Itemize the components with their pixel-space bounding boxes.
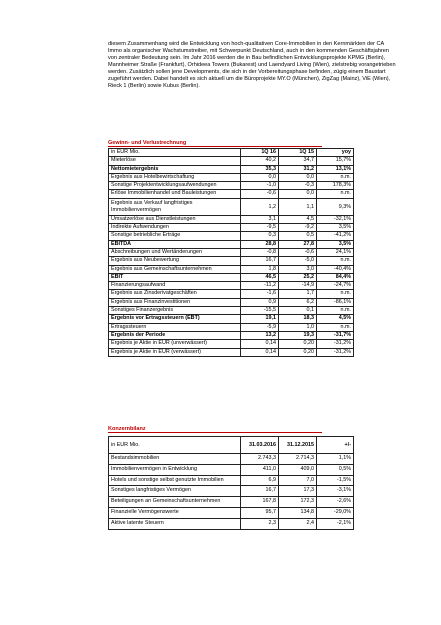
guv-cell-label: Erlöse Immobilienhandel und Bauleistungen bbox=[109, 190, 241, 198]
bilanz-cell-c1: 411,0 bbox=[241, 464, 279, 475]
guv-table-row bbox=[109, 282, 354, 290]
guv-table-row bbox=[109, 298, 354, 306]
bilanz-cell-c2: 409,0 bbox=[279, 464, 317, 475]
guv-cell-c3: 178,3% bbox=[317, 182, 354, 190]
bilanz-cell-label: Sonstiges langfristiges Vermögen bbox=[109, 486, 241, 497]
guv-cell-label: Umsatzerlöse aus Dienstleistungen bbox=[109, 215, 241, 223]
guv-cell-c2: 6,2 bbox=[279, 298, 317, 306]
guv-cell-c1: 40,2 bbox=[241, 157, 279, 165]
guv-cell-c2: -9,2 bbox=[279, 224, 317, 232]
bilanz-cell-label: Immobilienvermögen in Entwicklung bbox=[109, 464, 241, 475]
guv-cell-label: Ergebnis aus Zinsderivatgeschäften bbox=[109, 290, 241, 298]
guv-cell-c2: 1,0 bbox=[279, 323, 317, 331]
guv-cell-c3: -24,7% bbox=[317, 282, 354, 290]
guv-cell-c2: -0,6 bbox=[279, 248, 317, 256]
guv-table-row bbox=[109, 232, 354, 240]
bilanz-cell-c1: 167,8 bbox=[241, 497, 279, 508]
bilanz-cell-label: Finanzielle Vermögenswerte bbox=[109, 507, 241, 518]
bilanz-cell-c2: 7,0 bbox=[279, 475, 317, 486]
guv-cell-c2: 1,7 bbox=[279, 290, 317, 298]
guv-cell-c1: -0,6 bbox=[241, 190, 279, 198]
guv-cell-label: Ertragssteuern bbox=[109, 323, 241, 331]
guv-cell-c3: 15,7% bbox=[317, 157, 354, 165]
guv-cell-c1: 1,8 bbox=[241, 265, 279, 273]
guv-section-title: Gewinn- und Verlustrechnung bbox=[108, 140, 187, 146]
bilanz-table-row bbox=[109, 454, 354, 465]
guv-cell-label: Ergebnis je Aktie in EUR (verwässert) bbox=[109, 348, 241, 356]
guv-cell-c3: 84,4% bbox=[317, 273, 354, 281]
guv-cell-c1: 46,5 bbox=[241, 273, 279, 281]
guv-header-label: in EUR Mio. bbox=[109, 149, 241, 157]
guv-cell-c2: 18,3 bbox=[279, 315, 317, 323]
bilanz-table-row bbox=[109, 475, 354, 486]
bilanz-header-label: in EUR Mio. bbox=[109, 437, 241, 454]
guv-cell-label: Ergebnis vor Ertragssteuern (EBT) bbox=[109, 315, 241, 323]
guv-cell-label: Ergebnis je Aktie in EUR (unverwässert) bbox=[109, 340, 241, 348]
bilanz-cell-c3: -3,1% bbox=[317, 486, 354, 497]
bilanz-section-title: Konzernbilanz bbox=[108, 426, 146, 432]
bilanz-table-row bbox=[109, 518, 354, 529]
guv-cell-c3: -86,1% bbox=[317, 298, 354, 306]
guv-cell-c2: 0,1 bbox=[279, 307, 317, 315]
bilanz-cell-c3: 0,5% bbox=[317, 464, 354, 475]
guv-cell-c1: -1,6 bbox=[241, 290, 279, 298]
guv-table-body bbox=[109, 149, 354, 357]
guv-table-row bbox=[109, 173, 354, 181]
guv-table-row bbox=[109, 307, 354, 315]
guv-cell-c3: n.m. bbox=[317, 257, 354, 265]
bilanz-cell-c2: 2.714,3 bbox=[279, 454, 317, 465]
bilanz-cell-label: Bestandsimmobilien bbox=[109, 454, 241, 465]
guv-table-row bbox=[109, 348, 354, 356]
bilanz-table-row bbox=[109, 486, 354, 497]
guv-cell-label: Mieterlöse bbox=[109, 157, 241, 165]
guv-cell-c1: 0,0 bbox=[241, 173, 279, 181]
guv-table-row bbox=[109, 290, 354, 298]
guv-cell-label: Finanzierungsaufwand bbox=[109, 282, 241, 290]
guv-table bbox=[108, 148, 354, 357]
guv-cell-label: Ergebnis aus Hotelbewirtschaftung bbox=[109, 173, 241, 181]
guv-cell-c2: -5,0 bbox=[279, 257, 317, 265]
guv-cell-c2: 0,20 bbox=[279, 348, 317, 356]
guv-header-row bbox=[109, 149, 354, 157]
guv-cell-c2: 1,1 bbox=[279, 198, 317, 215]
guv-table-row bbox=[109, 248, 354, 256]
bilanz-table-row bbox=[109, 507, 354, 518]
guv-cell-c1: 28,8 bbox=[241, 240, 279, 248]
bilanz-table-body bbox=[109, 437, 354, 530]
guv-cell-c2: 34,7 bbox=[279, 157, 317, 165]
intro-paragraph: diesem Zusammenhang wird die Entwicklung von hoch-qualitativen Core-Immobilien in den Kernmärkten der CA Immo als organischer Wachstumstreiber, mit Schwerpunkt Deutschland, auch in den kommenden Geschäftsjahren von zentraler Bedeutung sein. Im Jahr 2016 werden die in Bau befindlichen Entwicklungsprojekte KPMG (Berlin), Mannheimer Straße (Frankfurt), Orhideea Towers (Bukarest) und Laendyard Living (Wien), zielstrebig vorangetrieben werden. Zusätzlich sollen jene Developments, die sich in der Vorbereitungsphase befinden, zügig einem Baustart zugeführt werden. Dabei handelt es sich aktuell um die Büroprojekte MY.O (München), ZigZag (Mainz), ViE (Wien), Rieck 1 (Berlin) sowie Kubus (Berlin). bbox=[108, 41, 396, 89]
guv-header-c3: yoy bbox=[317, 149, 354, 157]
guv-cell-c1: 0,14 bbox=[241, 340, 279, 348]
guv-table-row bbox=[109, 190, 354, 198]
guv-header-c1: 1Q 16 bbox=[241, 149, 279, 157]
guv-table-row bbox=[109, 224, 354, 232]
guv-cell-c2: 0,0 bbox=[279, 190, 317, 198]
bilanz-cell-c3: -2,1% bbox=[317, 518, 354, 529]
guv-cell-c3: n.m. bbox=[317, 190, 354, 198]
guv-cell-c1: 1,2 bbox=[241, 198, 279, 215]
bilanz-cell-c3: -29,0% bbox=[317, 507, 354, 518]
guv-cell-c3: -32,1% bbox=[317, 215, 354, 223]
guv-cell-label: Ergebnis aus Gemeinschaftsunternehmen bbox=[109, 265, 241, 273]
guv-cell-c2: 19,3 bbox=[279, 331, 317, 339]
guv-cell-label: Ergebnis aus Verkauf langfristiges Immobilienvermögen bbox=[109, 198, 241, 215]
guv-cell-c1: -0,8 bbox=[241, 248, 279, 256]
guv-table-row bbox=[109, 315, 354, 323]
guv-cell-label: Sonstige Projektentwicklungsaufwendungen bbox=[109, 182, 241, 190]
guv-cell-c1: -9,5 bbox=[241, 224, 279, 232]
bilanz-cell-c3: 1,1% bbox=[317, 454, 354, 465]
guv-table-row bbox=[109, 257, 354, 265]
bilanz-title-rule bbox=[108, 432, 322, 433]
bilanz-cell-label: Beteiligungen an Gemeinschaftsunternehmen bbox=[109, 497, 241, 508]
guv-cell-c2: -14,9 bbox=[279, 282, 317, 290]
bilanz-cell-c2: 17,3 bbox=[279, 486, 317, 497]
guv-table-row bbox=[109, 340, 354, 348]
guv-cell-c3: n.m. bbox=[317, 290, 354, 298]
guv-title-rule bbox=[108, 146, 322, 147]
guv-table-row bbox=[109, 240, 354, 248]
guv-cell-c3: 3,5% bbox=[317, 240, 354, 248]
guv-table-row bbox=[109, 265, 354, 273]
bilanz-cell-c1: 16,7 bbox=[241, 486, 279, 497]
guv-cell-c3: 3,5% bbox=[317, 224, 354, 232]
bilanz-table bbox=[108, 436, 354, 530]
guv-cell-label: Ergebnis aus Finanzinvestitionen bbox=[109, 298, 241, 306]
guv-cell-c3: n.m. bbox=[317, 173, 354, 181]
guv-cell-c1: -15,5 bbox=[241, 307, 279, 315]
guv-cell-label: Indirekte Aufwendungen bbox=[109, 224, 241, 232]
guv-cell-label: Ergebnis der Periode bbox=[109, 331, 241, 339]
guv-cell-c1: 35,3 bbox=[241, 165, 279, 173]
guv-table-row bbox=[109, 157, 354, 165]
guv-cell-c2: 0,0 bbox=[279, 173, 317, 181]
guv-table-row bbox=[109, 273, 354, 281]
guv-cell-c2: 25,2 bbox=[279, 273, 317, 281]
guv-cell-c3: -31,2% bbox=[317, 348, 354, 356]
bilanz-cell-c3: -1,5% bbox=[317, 475, 354, 486]
guv-cell-c3: -31,2% bbox=[317, 340, 354, 348]
guv-cell-c2: -0,3 bbox=[279, 182, 317, 190]
guv-cell-c3: -41,2% bbox=[317, 232, 354, 240]
guv-cell-c1: 0,14 bbox=[241, 348, 279, 356]
guv-cell-c3: 9,3% bbox=[317, 198, 354, 215]
guv-cell-c2: 0,5 bbox=[279, 232, 317, 240]
guv-table-row bbox=[109, 331, 354, 339]
bilanz-table-row bbox=[109, 464, 354, 475]
guv-cell-c1: -11,2 bbox=[241, 282, 279, 290]
guv-cell-c3: n.m. bbox=[317, 307, 354, 315]
bilanz-header-row bbox=[109, 437, 354, 454]
bilanz-cell-c1: 2,3 bbox=[241, 518, 279, 529]
bilanz-cell-label: Aktive latente Steuern bbox=[109, 518, 241, 529]
guv-cell-c3: -31,7% bbox=[317, 331, 354, 339]
bilanz-cell-c3: -2,6% bbox=[317, 497, 354, 508]
guv-cell-c3: 4,5% bbox=[317, 315, 354, 323]
guv-cell-c2: 3,0 bbox=[279, 265, 317, 273]
guv-cell-c2: 27,8 bbox=[279, 240, 317, 248]
guv-cell-c1: 13,2 bbox=[241, 331, 279, 339]
bilanz-header-c3: +/- bbox=[317, 437, 354, 454]
guv-cell-c3: -40,4% bbox=[317, 265, 354, 273]
guv-cell-label: EBITDA bbox=[109, 240, 241, 248]
guv-cell-c1: 19,1 bbox=[241, 315, 279, 323]
guv-table-row bbox=[109, 198, 354, 215]
guv-cell-c3: 13,1% bbox=[317, 165, 354, 173]
bilanz-header-c2: 31.12.2015 bbox=[279, 437, 317, 454]
bilanz-cell-c1: 2.743,3 bbox=[241, 454, 279, 465]
guv-cell-label: Nettomietergebnis bbox=[109, 165, 241, 173]
guv-cell-label: Abschreibungen und Wertänderungen bbox=[109, 248, 241, 256]
bilanz-table-row bbox=[109, 497, 354, 508]
guv-cell-c2: 31,2 bbox=[279, 165, 317, 173]
guv-table-row bbox=[109, 182, 354, 190]
guv-cell-c3: 24,1% bbox=[317, 248, 354, 256]
guv-table-row bbox=[109, 323, 354, 331]
guv-cell-c1: -5,9 bbox=[241, 323, 279, 331]
guv-header-c2: 1Q 15 bbox=[279, 149, 317, 157]
bilanz-cell-c2: 134,8 bbox=[279, 507, 317, 518]
guv-cell-label: Sonstiges Finanzergebnis bbox=[109, 307, 241, 315]
guv-cell-c1: 16,7 bbox=[241, 257, 279, 265]
guv-cell-c1: -1,0 bbox=[241, 182, 279, 190]
guv-cell-c3: n.m. bbox=[317, 323, 354, 331]
guv-cell-label: EBIT bbox=[109, 273, 241, 281]
bilanz-cell-label: Hotels und sonstige selbst genutzte Immobilien bbox=[109, 475, 241, 486]
bilanz-header-c1: 31.03.2016 bbox=[241, 437, 279, 454]
guv-cell-c1: 0,9 bbox=[241, 298, 279, 306]
guv-cell-c2: 0,20 bbox=[279, 340, 317, 348]
guv-cell-c1: 3,1 bbox=[241, 215, 279, 223]
bilanz-cell-c2: 172,3 bbox=[279, 497, 317, 508]
bilanz-cell-c1: 6,9 bbox=[241, 475, 279, 486]
bilanz-cell-c2: 2,4 bbox=[279, 518, 317, 529]
guv-table-row bbox=[109, 215, 354, 223]
guv-table-row bbox=[109, 165, 354, 173]
guv-cell-label: Sonstige betriebliche Erträge bbox=[109, 232, 241, 240]
guv-cell-c1: 0,3 bbox=[241, 232, 279, 240]
guv-cell-c2: 4,5 bbox=[279, 215, 317, 223]
guv-cell-label: Ergebnis aus Neubewertung bbox=[109, 257, 241, 265]
bilanz-cell-c1: 95,7 bbox=[241, 507, 279, 518]
